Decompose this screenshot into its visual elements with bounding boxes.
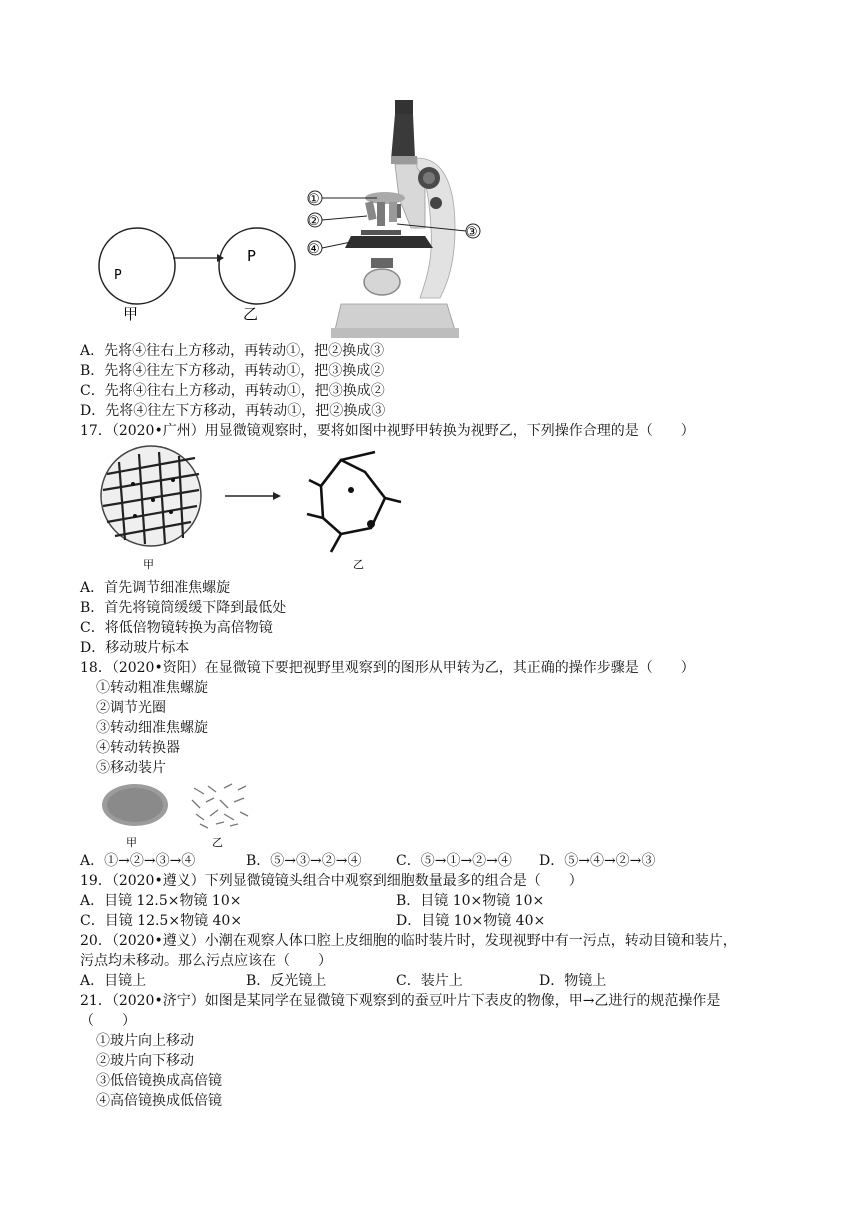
q21-step-2: ②玻片向下移动 xyxy=(96,1053,194,1069)
q18-step-5: ⑤移动装片 xyxy=(96,760,166,776)
q16-figure xyxy=(95,98,495,340)
q18-stem: 18．（2020•资阳）在显微镜下要把视野里观察到的图形从甲转为乙，其正确的操作步骤是（ ） xyxy=(80,660,695,676)
callout-1: ① xyxy=(308,192,320,207)
q21-step-1: ①玻片向上移动 xyxy=(96,1033,194,1049)
q17-option-c: C．将低倍物镜转换为高倍物镜 xyxy=(80,620,273,636)
q17-arrow-head xyxy=(273,492,281,500)
q17-option-a: A．首先调节细准焦螺旋 xyxy=(80,580,231,596)
q18-label-jia: 甲 xyxy=(126,836,137,849)
q20-option-d: D．物镜上 xyxy=(539,973,607,989)
q20-stem-line2: 污点均未移动。那么污点应该在（ ） xyxy=(80,953,332,969)
q21-step-4: ④高倍镜换成低倍镜 xyxy=(96,1093,222,1109)
field-circle-right xyxy=(219,228,295,304)
q21-stem-line1: 21．（2020•济宁）如图是某同学在显微镜下观察到的蚕豆叶片下表皮的物像，甲→乙进行的规范操作是 xyxy=(80,993,721,1009)
q19-option-b: B．目镜 10×物镜 10× xyxy=(396,893,545,909)
q19-stem: 19．（2020•遵义）下列显微镜镜头组合中观察到细胞数量最多的组合是（ ） xyxy=(80,873,583,889)
callout-2: ② xyxy=(308,214,320,229)
callout-line-2 xyxy=(322,216,367,220)
q20-option-c: C．装片上 xyxy=(396,973,463,989)
q17-option-d: D．移动玻片标本 xyxy=(80,640,190,656)
microscope-illustration xyxy=(331,100,459,338)
q18-label-yi: 乙 xyxy=(212,836,223,849)
q19-option-d: D．目镜 10×物镜 40× xyxy=(396,913,546,929)
q16-option-a: A．先将④往右上方移动，再转动①，把②换成③ xyxy=(80,343,385,359)
q18-option-d: D．⑤→④→②→③ xyxy=(539,853,656,869)
q18-field-jia-inner xyxy=(107,788,163,822)
q19-option-a: A．目镜 12.5×物镜 10× xyxy=(80,893,242,909)
q18-step-1: ①转动粗准焦螺旋 xyxy=(96,680,208,696)
q18-options xyxy=(80,851,800,871)
q17-label-jia: 甲 xyxy=(143,558,154,571)
q18-figure xyxy=(100,780,270,850)
q17-dot xyxy=(367,520,375,528)
field-circle-left xyxy=(99,228,175,304)
callout-4: ④ xyxy=(308,242,320,257)
q17-figure xyxy=(95,444,415,574)
q17-label-yi: 乙 xyxy=(353,558,364,571)
circle-left-letter: P xyxy=(114,268,122,283)
q20-option-a: A．目镜上 xyxy=(80,973,147,989)
q18-step-4: ④转动转换器 xyxy=(96,740,180,756)
q17-stem: 17．（2020•广州）用显微镜观察时，要将如图中视野甲转换为视野乙，下列操作合理的是（ ） xyxy=(80,423,695,439)
q16-option-b: B．先将④往左下方移动，再转动①，把③换成② xyxy=(80,363,385,379)
q18-field-yi xyxy=(192,784,248,828)
circle-right-letter: P xyxy=(247,247,257,265)
q18-step-2: ②调节光圈 xyxy=(96,700,166,716)
q19-option-c: C．目镜 12.5×物镜 40× xyxy=(80,913,243,929)
q18-option-a: A．①→②→③→④ xyxy=(80,853,196,869)
label-yi: 乙 xyxy=(243,305,259,323)
q19-options-row1 xyxy=(80,891,800,911)
q20-stem-line1: 20．（2020•遵义）小潮在观察人体口腔上皮细胞的临时装片时，发现视野中有一污点，转动目镜和装片， xyxy=(80,933,737,949)
q17-field-jia xyxy=(101,446,201,546)
q19-options-row2 xyxy=(80,911,800,931)
q20-options xyxy=(80,971,800,991)
q16-option-d: D．先将④往左下方移动，再转动①，把②换成③ xyxy=(80,403,386,419)
q20-option-b: B．反光镜上 xyxy=(246,973,327,989)
callout-3: ③ xyxy=(466,225,478,240)
q17-field-yi xyxy=(307,452,401,552)
q17-nucleus xyxy=(348,487,354,493)
q21-step-3: ③低倍镜换成高倍镜 xyxy=(96,1073,222,1089)
label-jia: 甲 xyxy=(123,305,139,323)
q18-option-c: C．⑤→①→②→④ xyxy=(396,853,512,869)
q17-option-b: B．首先将镜筒缓缓下降到最低处 xyxy=(80,600,287,616)
q16-option-c: C．先将④往右上方移动，再转动①，把③换成② xyxy=(80,383,385,399)
q18-option-b: B．⑤→③→②→④ xyxy=(246,853,362,869)
q18-step-3: ③转动细准焦螺旋 xyxy=(96,720,208,736)
q21-stem-line2: （ ） xyxy=(80,1013,136,1029)
